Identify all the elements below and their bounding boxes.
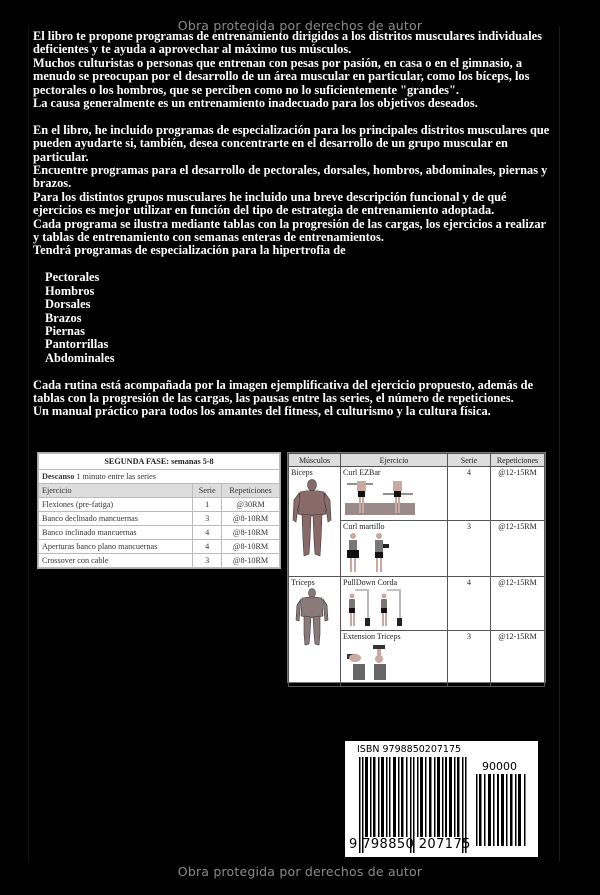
table-row [39, 498, 280, 512]
sets-cell: 4 [193, 526, 222, 540]
description-paragraph: Encuentre programas para el desarrollo de pectorales, dorsales, hombros, abdominales, piernas y brazos. [33, 163, 548, 191]
column-header-reps: Repeticiones [222, 484, 280, 498]
table-row [39, 526, 280, 540]
price-code: 90000 [482, 760, 517, 773]
muscle-group-item: Pantorrillas [45, 337, 109, 352]
triceps-anatomy-figure-icon [291, 588, 333, 648]
description-paragraph: Tendrá programas de especialización para la hipertrofia de [33, 243, 346, 258]
muscle-group-item: Brazos [45, 310, 82, 325]
exercise-cell: Banco declinado mancuernas [39, 512, 193, 526]
muscle-name: Tríceps [291, 578, 315, 587]
column-header-exercise: Ejercicio [39, 484, 193, 498]
sets-cell: 4 [193, 540, 222, 554]
exercise-cell [341, 521, 448, 577]
description-paragraph: Cada programa se ilustra mediante tablas con la progresión de las cargas, los ejercicios a realizar y tablas de entrenamiento con semanas enteras de entrenamientos. [33, 216, 546, 245]
table-row [39, 512, 280, 526]
biceps-anatomy-figure-icon [291, 478, 333, 560]
sets-cell: 1 [193, 498, 222, 512]
isbn-digits: 9 798850 207175 [349, 837, 471, 852]
column-header-muscles: Músculos [289, 454, 341, 467]
phase-table-title: SEGUNDA FASE: semanas 5-8 [39, 454, 280, 470]
exercise-name: Curl EZBar [343, 468, 381, 477]
muscle-name: Bíceps [291, 468, 313, 477]
column-header-sets: Serie [448, 454, 491, 467]
copyright-watermark-top: Obra protegida por derechos de autor [177, 18, 423, 33]
sets-cell: 3 [448, 631, 491, 687]
sets-cell: 3 [193, 554, 222, 568]
table-row [289, 467, 545, 521]
exercise-cell [341, 577, 448, 631]
rest-info [39, 470, 280, 484]
exercise-name: Curl martillo [343, 522, 385, 531]
reps-cell: @12-15RM [491, 631, 545, 687]
phase-program-table [37, 452, 281, 569]
copyright-watermark-bottom: Obra protegida por derechos de autor [177, 864, 423, 879]
pulldown-rope-illustration-icon [343, 588, 409, 628]
exercise-name: PullDown Corda [343, 578, 397, 587]
isbn-barcode [345, 741, 538, 857]
table-row [39, 540, 280, 554]
muscle-group-item: Hombros [45, 283, 95, 298]
sets-cell: 3 [193, 512, 222, 526]
muscle-cell [289, 467, 341, 577]
curl-ezbar-illustration-icon [343, 478, 417, 516]
muscle-group-item: Piernas [45, 323, 85, 338]
sets-cell: 4 [448, 577, 491, 631]
rest-label: Descanso [42, 472, 75, 481]
description-paragraph: El libro te propone programas de entrenamiento dirigidos a los distritos musculares individuales deficientes y te ayuda a aprovechar al máximo tus músculos. [33, 29, 542, 57]
muscle-cell [289, 577, 341, 687]
description-paragraph: Cada rutina está acompañada por la imagen ejemplificativa del ejercicio propuesto, además de tablas con la progresión de las cargas, las pausas entre las series, el número de repeticiones. [33, 377, 534, 405]
reps-cell: @8-10RM [222, 526, 280, 540]
column-header-exercise: Ejercicio [341, 454, 448, 467]
description-paragraph: Para los distintos grupos musculares he incluido una breve descripción funcional y de qué ejercicios es mejor utilizar en función del tipo de estrategia de entrenamiento adoptada. [33, 189, 507, 218]
exercise-cell: Aperturas banco plano mancuernas [39, 540, 193, 554]
table-row [39, 554, 280, 568]
exercise-cell: Banco inclinado mancuernas [39, 526, 193, 540]
reps-cell: @30RM [222, 498, 280, 512]
exercise-name: Extension Triceps [343, 632, 401, 641]
description-paragraph: Un manual práctico para todos los amantes del fitness, el culturismo y la cultura física. [33, 404, 491, 419]
reps-cell: @12-15RM [491, 577, 545, 631]
reps-cell: @8-10RM [222, 512, 280, 526]
addon-barcode-bars-icon [476, 774, 528, 846]
reps-cell: @12-15RM [491, 521, 545, 577]
hammer-curl-illustration-icon [343, 532, 413, 574]
description-paragraph: En el libro, he incluido programas de especialización para los principales distritos musculares que pueden ayudarte si, también, desea concentrarte en el desarrollo de un grupo muscular en particular. [33, 122, 550, 164]
sets-cell: 4 [448, 467, 491, 521]
muscle-group-item: Dorsales [45, 297, 91, 312]
description-paragraph: Muchos culturistas o personas que entrenan con pesas por pasión, en casa o en el gimnasio, a menudo se preocupan por el desarrollo de un área muscular en particular, como los bíceps, los pectorales o los hombros, que se perciben como no lo suficientemente "grandes". [33, 55, 530, 97]
exercise-cell: Crossover con cable [39, 554, 193, 568]
arms-program-table [287, 452, 546, 683]
column-header-reps: Repeticiones [491, 454, 545, 467]
reps-cell: @8-10RM [222, 554, 280, 568]
book-description [33, 30, 553, 419]
exercise-cell [341, 467, 448, 521]
reps-cell: @12-15RM [491, 467, 545, 521]
triceps-extension-illustration-icon [343, 642, 403, 682]
muscle-group-item: Abdominales [45, 350, 115, 365]
table-row [289, 577, 545, 631]
muscle-group-item: Pectorales [45, 270, 100, 285]
isbn-label: ISBN 9798850207175 [357, 744, 462, 755]
muscle-group-list [45, 271, 553, 365]
reps-cell: @8-10RM [222, 540, 280, 554]
exercise-cell [341, 631, 448, 687]
exercise-cell: Flexiones (pre-fatiga) [39, 498, 193, 512]
rest-text: 1 minuto entre las series [76, 472, 156, 481]
description-paragraph: La causa generalmente es un entrenamiento inadecuado para los objetivos deseados. [33, 96, 478, 111]
sets-cell: 3 [448, 521, 491, 577]
column-header-sets: Serie [193, 484, 222, 498]
